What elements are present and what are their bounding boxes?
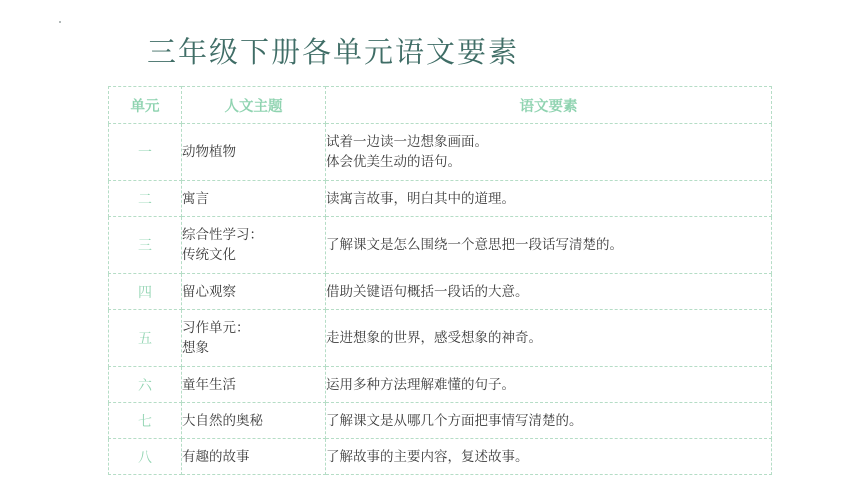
theme-line: 大自然的奥秘 [182,412,263,429]
table-row [109,217,772,274]
table-row [109,439,772,475]
element-cell [326,439,772,475]
theme-cell [182,274,326,310]
element-cell [326,310,772,367]
header-element: 语文要素 [326,87,772,124]
theme-line: 童年生活 [182,376,236,393]
theme-cell [182,439,326,475]
theme-cell [182,367,326,403]
theme-line: 动物植物 [182,144,236,160]
theme-cell [182,310,326,367]
element-cell [326,403,772,439]
theme-cell [182,181,326,217]
table-row [109,310,772,367]
page-title: 三年级下册各单元语文要素 [147,35,520,69]
table-row [109,403,772,439]
theme-line: 留心观察 [182,283,236,300]
table-row [109,124,772,181]
element-line: 运用多种方法理解难懂的句子。 [326,376,515,393]
unit-cell: 八 [109,439,182,475]
unit-cell: 三 [109,217,182,274]
element-line: 读寓言故事，明白其中的道理。 [326,190,515,207]
theme-line: 综合性学习： [182,227,263,243]
element-line: 试着一边读一边想象画面。 [326,134,488,150]
element-cell [326,124,772,181]
theme-cell [182,217,326,274]
unit-cell: 五 [109,310,182,367]
element-line: 借助关键语句概括一段话的大意。 [326,283,529,300]
unit-cell: 六 [109,367,182,403]
element-line: 了解课文是怎么围绕一个意思把一段话写清楚的。 [326,237,623,253]
unit-cell: 七 [109,403,182,439]
unit-cell: 一 [109,124,182,181]
element-cell [326,274,772,310]
header-theme: 人文主题 [182,87,326,124]
element-line: 了解故事的主要内容，复述故事。 [326,448,529,465]
theme-line: 想象 [182,340,209,356]
element-line: 体会优美生动的语句。 [326,154,461,170]
theme-line: 传统文化 [182,247,236,263]
decorative-dot [59,21,61,23]
element-line: 走进想象的世界，感受想象的神奇。 [326,330,542,346]
table-row [109,181,772,217]
header-unit: 单元 [109,87,182,124]
unit-cell: 二 [109,181,182,217]
table-row [109,274,772,310]
theme-cell [182,403,326,439]
element-cell [326,367,772,403]
theme-line: 习作单元： [182,320,250,336]
theme-line: 寓言 [182,190,209,207]
theme-line: 有趣的故事 [182,448,250,465]
element-line: 了解课文是从哪几个方面把事情写清楚的。 [326,412,583,429]
element-cell [326,181,772,217]
element-cell [326,217,772,274]
elements-table [108,86,772,475]
unit-cell: 四 [109,274,182,310]
theme-cell [182,124,326,181]
table-header-row [109,87,772,124]
table-row [109,367,772,403]
